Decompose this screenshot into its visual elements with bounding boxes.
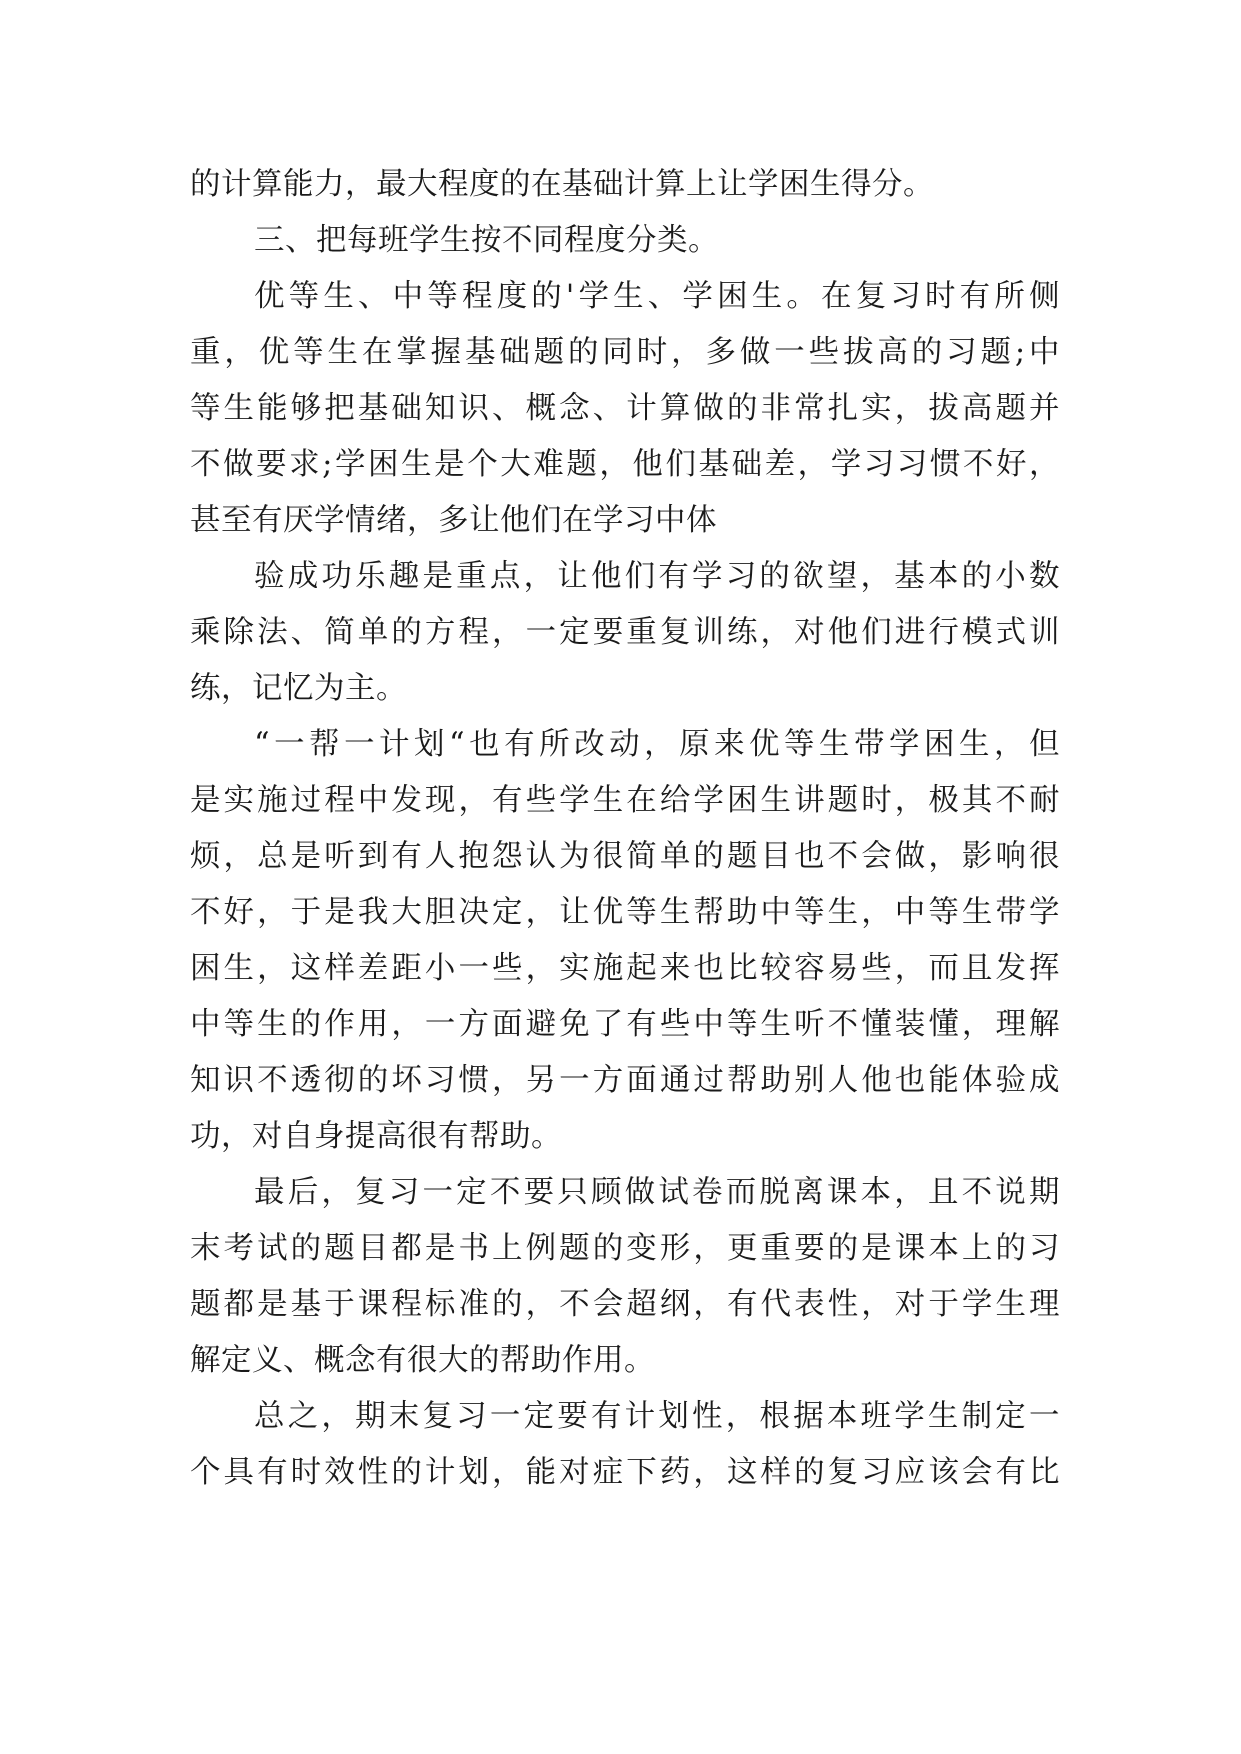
- text-line-21: 题都是基于课程标准的，不会超纲，有代表性，对于学生理: [190, 1287, 1060, 1322]
- text-line-11: “一帮一计划“也有所改动，原来优等生带学困生，但: [254, 727, 1060, 762]
- text-line-8: 验成功乐趣是重点，让他们有学习的欲望，基本的小数: [254, 559, 1060, 594]
- text-line-6: 不做要求;学困生是个大难题，他们基础差，学习习惯不好，: [190, 447, 1060, 482]
- text-line-3: 优等生、中等程度的'学生、学困生。在复习时有所侧: [254, 279, 1060, 314]
- text-line-15: 困生，这样差距小一些，实施起来也比较容易些，而且发挥: [190, 951, 1060, 986]
- text-line-14: 不好，于是我大胆决定，让优等生帮助中等生，中等生带学: [190, 895, 1060, 930]
- text-line-23: 总之，期末复习一定要有计划性，根据本班学生制定一: [254, 1399, 1060, 1434]
- text-line-17: 知识不透彻的坏习惯，另一方面通过帮助别人他也能体验成: [190, 1063, 1060, 1098]
- text-line-16: 中等生的作用，一方面避免了有些中等生听不懂装懂，理解: [190, 1007, 1060, 1042]
- text-line-22: 解定义、概念有很大的帮助作用。: [190, 1343, 655, 1378]
- text-line-2: 三、把每班学生按不同程度分类。: [254, 223, 719, 258]
- text-line-13: 烦，总是听到有人抱怨认为很简单的题目也不会做，影响很: [190, 839, 1060, 874]
- text-line-18: 功，对自身提高很有帮助。: [190, 1119, 562, 1154]
- text-line-1: 的计算能力，最大程度的在基础计算上让学困生得分。: [190, 167, 934, 202]
- text-line-12: 是实施过程中发现，有些学生在给学困生讲题时，极其不耐: [190, 783, 1060, 818]
- text-line-9: 乘除法、简单的方程，一定要重复训练，对他们进行模式训: [190, 615, 1060, 650]
- text-line-5: 等生能够把基础知识、概念、计算做的非常扎实，拔高题并: [190, 391, 1060, 426]
- body-text: [190, 157, 1060, 1501]
- text-line-7: 甚至有厌学情绪，多让他们在学习中体: [190, 503, 717, 538]
- text-line-24: 个具有时效性的计划，能对症下药，这样的复习应该会有比: [190, 1455, 1060, 1490]
- text-line-10: 练，记忆为主。: [190, 671, 407, 706]
- text-line-20: 末考试的题目都是书上例题的变形，更重要的是课本上的习: [190, 1231, 1060, 1266]
- text-line-4: 重，优等生在掌握基础题的同时，多做一些拔高的习题;中: [190, 335, 1060, 370]
- text-line-19: 最后，复习一定不要只顾做试卷而脱离课本，且不说期: [254, 1175, 1060, 1210]
